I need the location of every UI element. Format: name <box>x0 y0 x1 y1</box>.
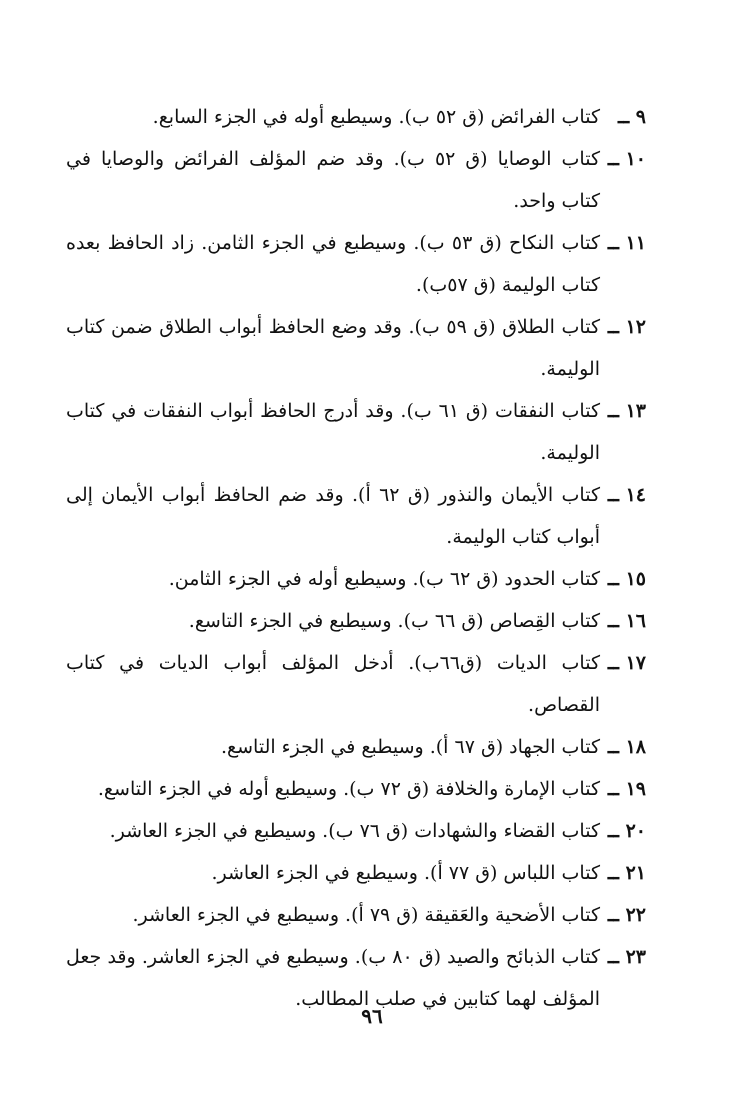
item-text: كتاب اللباس (ق ٧٧ أ). وسيطبع في الجزء العاشر. <box>211 862 600 884</box>
item-text: كتاب الفرائض (ق ٥٢ ب). وسيطبع أوله في الجزء السابع. <box>152 106 600 128</box>
item-number: ١٨ ــ <box>607 736 646 758</box>
list-item <box>66 894 646 936</box>
item-text: كتاب الوصايا (ق ٥٢ ب). وقد ضم المؤلف الفرائض والوصايا في كتاب واحد. <box>66 148 600 212</box>
item-number: ١٣ ــ <box>607 400 646 422</box>
item-text: كتاب الطلاق (ق ٥٩ ب). وقد وضع الحافظ أبواب الطلاق ضمن كتاب الوليمة. <box>66 316 600 380</box>
page-number: ٩٦ <box>361 1004 383 1028</box>
list-item <box>66 96 646 138</box>
item-number: ١٥ ــ <box>607 568 646 590</box>
item-text: كتاب الذبائح والصيد (ق ٨٠ ب). وسيطبع في الجزء العاشر. وقد جعل المؤلف لهما كتابين في صلب المطالب. <box>66 946 600 1010</box>
item-number: ١٢ ــ <box>607 316 646 338</box>
item-text: كتاب النفقات (ق ٦١ ب). وقد أدرج الحافظ أبواب النفقات في كتاب الوليمة. <box>66 400 600 464</box>
list-item <box>66 558 646 600</box>
item-text: كتاب الإمارة والخلافة (ق ٧٢ ب). وسيطبع أوله في الجزء التاسع. <box>97 778 600 800</box>
item-number: ١٠ ــ <box>607 148 646 170</box>
list-item <box>66 390 646 474</box>
item-text: كتاب النكاح (ق ٥٣ ب). وسيطبع في الجزء الثامن. زاد الحافظ بعده كتاب الوليمة (ق ٥٧ب). <box>66 232 600 296</box>
list-item <box>66 138 646 222</box>
item-number: ٢٠ ــ <box>607 820 646 842</box>
list-item <box>66 222 646 306</box>
list-item <box>66 810 646 852</box>
item-text: كتاب الجهاد (ق ٦٧ أ). وسيطبع في الجزء التاسع. <box>220 736 600 758</box>
item-number: ٢٢ ــ <box>607 904 646 926</box>
item-text: كتاب الديات (ق٦٦ب). أدخل المؤلف أبواب الديات في كتاب القصاص. <box>66 652 601 716</box>
list-item <box>66 726 646 768</box>
item-number: ١٤ ــ <box>607 484 646 506</box>
item-text: كتاب القضاء والشهادات (ق ٧٦ ب). وسيطبع في الجزء العاشر. <box>109 820 600 842</box>
list-item <box>66 474 646 558</box>
item-text: كتاب الأيمان والنذور (ق ٦٢ أ). وقد ضم الحافظ أبواب الأيمان إلى أبواب كتاب الوليمة. <box>66 484 600 548</box>
item-number: ١٩ ــ <box>607 778 646 800</box>
item-text: كتاب الأضحية والعَقيقة (ق ٧٩ أ). وسيطبع في الجزء العاشر. <box>132 904 600 926</box>
list-item <box>66 852 646 894</box>
list-item <box>66 600 646 642</box>
list-item <box>66 642 646 726</box>
item-number: ١٦ ــ <box>607 610 646 632</box>
item-number: ٩ ــ <box>618 106 646 128</box>
item-number: ١٧ ــ <box>607 652 646 674</box>
list-item <box>66 306 646 390</box>
item-text: كتاب القِصاص (ق ٦٦ ب). وسيطبع في الجزء التاسع. <box>188 610 600 632</box>
book-list <box>66 96 646 1020</box>
item-text: كتاب الحدود (ق ٦٢ ب). وسيطبع أوله في الجزء الثامن. <box>168 568 600 590</box>
item-number: ١١ ــ <box>607 232 646 254</box>
item-number: ٢٣ ــ <box>607 946 646 968</box>
item-number: ٢١ ــ <box>607 862 646 884</box>
list-item <box>66 768 646 810</box>
